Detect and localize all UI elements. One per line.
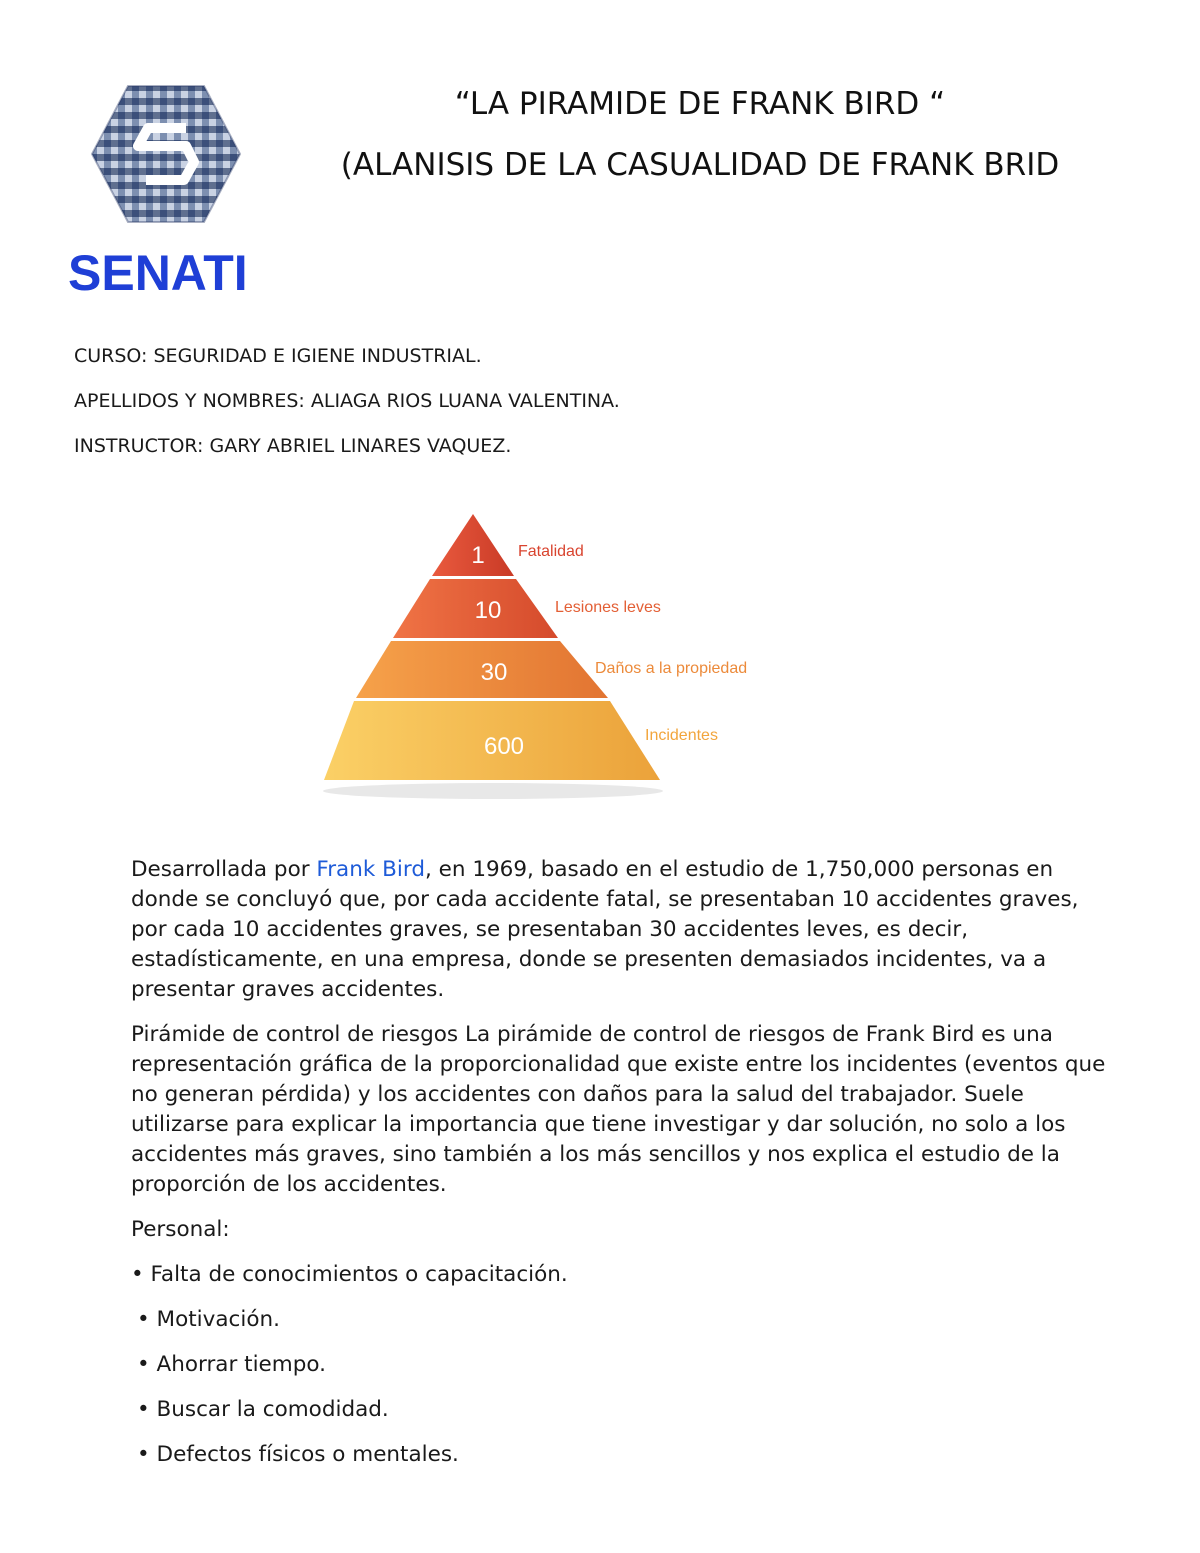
title-line-2: (ALANISIS DE LA CASUALIDAD DE FRANK BRID — [340, 146, 1060, 183]
student-info — [74, 345, 620, 480]
personal-heading: Personal: — [131, 1217, 230, 1242]
name-line: APELLIDOS Y NOMBRES: ALIAGA RIOS LUANA VALENTINA. — [74, 390, 620, 412]
list-item: • Ahorrar tiempo. — [137, 1352, 326, 1377]
frank-bird-pyramid — [318, 508, 808, 808]
paragraph-intro — [131, 855, 1116, 1005]
title-line-1: “LA PIRAMIDE DE FRANK BIRD “ — [454, 86, 946, 122]
senati-hexagon-emblem — [90, 84, 242, 224]
frank-bird-link[interactable]: Frank Bird — [316, 857, 425, 882]
list-item: • Defectos físicos o mentales. — [137, 1442, 459, 1467]
pyramid-value-1: 1 — [471, 542, 485, 569]
intro-text-rest: , en 1969, basado en el estudio de 1,750,000 personas en donde se concluyó que, por cada accidente fatal, se presentaban 10 accidentes graves, por cada 10 accidentes graves, se presentaban 30 accidentes leves, es decir, estadísticamente, en una empresa, donde se presenten demasiados incidentes, va a presentar graves accidentes. — [131, 857, 1079, 1002]
intro-text-start: Desarrollada por — [131, 857, 317, 882]
pyramid-label-1: Fatalidad — [518, 543, 584, 560]
document-title — [330, 82, 1070, 188]
document-body — [131, 855, 1116, 1485]
list-item: • Falta de conocimientos o capacitación. — [131, 1262, 568, 1287]
pyramid-value-2: 10 — [474, 597, 502, 624]
pyramid-value-3: 30 — [480, 659, 508, 686]
senati-wordmark: SENATI — [68, 245, 248, 301]
senati-logo — [68, 84, 268, 304]
list-item: • Buscar la comodidad. — [137, 1397, 389, 1422]
instructor-line: INSTRUCTOR: GARY ABRIEL LINARES VAQUEZ. — [74, 435, 512, 457]
pyramid-label-4: Incidentes — [645, 727, 718, 744]
pyramid-value-4: 600 — [483, 733, 525, 760]
personal-list — [131, 1260, 1116, 1470]
pyramid-label-2: Lesiones leves — [555, 599, 661, 616]
paragraph-control: Pirámide de control de riesgos La pirámide de control de riesgos de Frank Bird es una representación gráfica de la proporcionalidad que existe entre los incidentes (eventos que no generan pérdida) y los accidentes con daños para la salud del trabajador. Suele utilizarse para explicar la importancia que tiene investigar y dar solución, no solo a los accidentes más graves, sino también a los más sencillos y nos explica el estudio de la proporción de los accidentes. — [131, 1022, 1106, 1197]
list-item: • Motivación. — [137, 1307, 280, 1332]
course-line: CURSO: SEGURIDAD E IGIENE INDUSTRIAL. — [74, 345, 482, 367]
pyramid-label-3: Daños a la propiedad — [595, 660, 748, 677]
